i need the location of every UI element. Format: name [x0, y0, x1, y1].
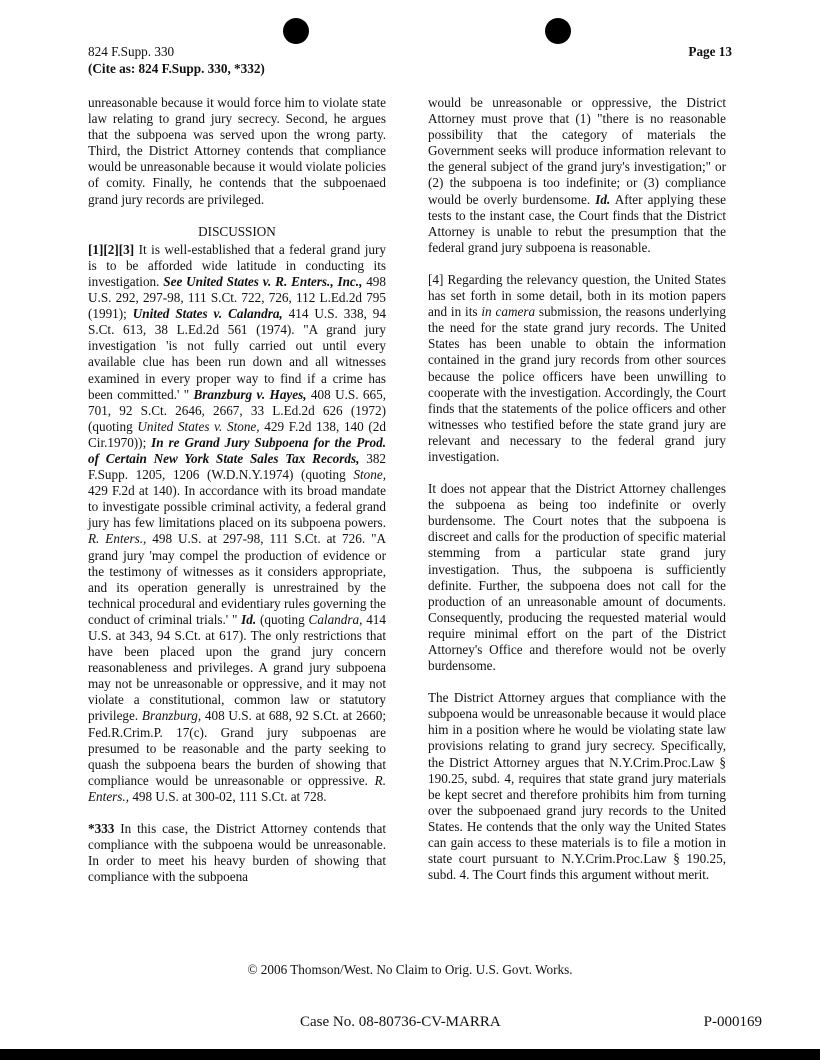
emphasis: in camera — [481, 304, 536, 320]
case-citation: Id. — [241, 611, 257, 627]
paragraph-indefinite-burdensome: It does not appear that the District Attorney challenges the subpoena as being too indefinite or overly burdensome. The Court notes that the subpoena is discreet and calls for the production of specific material stemming from a particular state grand jury investigation. Thus, the subpoena is sufficiently definite. Further, the subpoena does not call for the production of an unreasonable amount of documents. Consequently, producing the requested material would require minimal effort on the part of the District Attorney's Office and therefore would not be overly burdensome. — [428, 481, 726, 674]
case-citation: In re Grand Jury Subpoena for the Prod. of Certain New York State Sales Tax Records, — [88, 434, 386, 466]
case-citation: Branzburg v. Hayes, — [193, 386, 307, 402]
punch-hole-right — [545, 18, 571, 44]
case-citation: Stone, — [353, 467, 386, 483]
bates-page-stamp: P-000169 — [703, 1014, 762, 1030]
case-citation: Calandra, — [308, 611, 363, 627]
case-citation: R. Enters., — [88, 531, 147, 547]
case-citation: See United States v. R. Enters., Inc., — [163, 273, 363, 289]
case-citation: United States v. Stone, — [137, 418, 260, 434]
right-column — [428, 95, 726, 883]
citation-header — [88, 43, 265, 77]
case-citation: Branzburg, — [141, 708, 202, 724]
paragraph-tests: would be unreasonable or oppressive, the District Attorney must prove that (1) "there is no reasonable possibility that the category of materials the Government seeks will produce information relevant to the general subject of the grand jury's investigation;" or (2) the subpoena is too indefinite; or (3) compliance would be overly burdensome. Id. After applying these tests to the instant case, the Court finds that the District Attorney is unable to rebut the presumption that the federal grand jury subpoena is reasonable. — [428, 95, 726, 255]
page-label: Page 13 — [688, 44, 732, 59]
left-column — [88, 95, 386, 885]
reporter-citation: 824 F.Supp. 330 — [88, 44, 175, 59]
bottom-border — [0, 1049, 820, 1060]
paragraph-relevancy: [4] Regarding the relevancy question, the United States has set forth in some detail, both in its motion papers and in its in camera submission, the reasons underlying the need for the state grand jury records. The United States has been unable to obtain the information contained in the grand jury records from other sources because the police officers have been unwilling to cooperate with the investigation. Accordingly, the Court finds that the statements of the police officers and other witnesses who testified before the state grand jury are relevant and necessary to the federal grand jury investigation. — [428, 271, 726, 464]
case-citation: Id. — [595, 191, 611, 207]
case-citation: R. Enters., — [88, 772, 386, 804]
cite-as-line: (Cite as: 824 F.Supp. 330, *332) — [88, 61, 265, 76]
paragraph-da-contends: *333 In this case, the District Attorney contends that compliance with the subpoena would be unreasonable. In order to meet his heavy burden of showing that compliance with the subpoena — [88, 821, 386, 885]
case-citation: United States v. Calandra, — [132, 306, 283, 322]
copyright-footer: © 2006 Thomson/West. No Claim to Orig. U.S. Govt. Works. — [247, 962, 573, 977]
discussion-heading: DISCUSSION — [198, 223, 276, 239]
paragraph-state-law-secrecy: The District Attorney argues that compliance with the subpoena would be unreasonable because it would place him in a position where he would be violating state law provisions relating to grand jury secrecy. Specifically, the District Attorney argues that N.Y.Crim.Proc.Law § 190.25, subd. 4, requires that state grand jury materials be kept secret and therefore prohibits him from turning over the subpoenaed grand jury records to the United States. He contends that the only way the United States can gain access to these materials is to file a motion in state court pursuant to N.Y.Crim.Proc.Law § 190.25, subd. 4. The Court finds this argument without merit. — [428, 690, 726, 883]
paragraph-arguments: unreasonable because it would force him to violate state law relating to grand jury secrecy. Second, he argues that the subpoena was served upon the wrong party. Third, the District Attorney contends that compliance would be unreasonable because it would violate policies of comity. Finally, he contends that the subpoenaed grand jury records are privileged. — [88, 95, 386, 207]
headnote-marker: [4] — [428, 271, 444, 287]
paragraph-grand-jury-latitude: [1][2][3] It is well-established that a federal grand jury is to be afforded wide latitude in conducting its investigation. See United States v. R. Enters., Inc., 498 U.S. 292, 297-98, 111 S.Ct. 722, 726, 112 L.Ed.2d 795 (1991); United States v. Calandra, 414 U.S. 338, 94 S.Ct. 613, 38 L.Ed.2d 561 (1974). "A grand jury investigation 'is not fully carried out until every available clue has been run down and all witnesses examined in every proper way to find if a crime has been committed.' " Branzburg v. Hayes, 408 U.S. 665, 701, 92 S.Ct. 2646, 2667, 33 L.Ed.2d 626 (1972) (quoting United States v. Stone, 429 F.2d 138, 140 (2d Cir.1970)); In re Grand Jury Subpoena for the Prod. of Certain New York State Sales Tax Records, 382 F.Supp. 1205, 1206 (W.D.N.Y.1974) (quoting Stone, 429 F.2d at 140). In accordance with its broad mandate to investigate possible criminal activity, a federal grand jury has few limitations placed on its subpoena powers. R. Enters., 498 U.S. at 297-98, 111 S.Ct. at 726. "A grand jury 'may compel the production of evidence or the testimony of witnesses as it considers appropriate, and its operation generally is unrestrained by the technical procedural and evidentiary rules governing the conduct of criminal trials.' " Id. (quoting Calandra, 414 U.S. at 343, 94 S.Ct. at 617). The only restrictions that have been placed upon the grand jury concern reasonableness and privileges. A grand jury subpoena may not be unreasonable or oppressive, and it may not violate a constitutional, common law or statutory privilege. Branzburg, 408 U.S. at 688, 92 S.Ct. at 2660; Fed.R.Crim.P. 17(c). Grand jury subpoenas are presumed to be reasonable and the party seeking to quash the subpoena bears the burden of showing that compliance would be unreasonable or oppressive. R. Enters., 498 U.S. at 300-02, 111 S.Ct. at 728. — [88, 241, 386, 804]
star-page-marker: *333 — [88, 821, 115, 837]
punch-hole-left — [283, 18, 309, 44]
case-number-stamp: Case No. 08-80736-CV-MARRA — [300, 1014, 501, 1030]
headnote-marker: [1][2][3] — [88, 241, 135, 257]
